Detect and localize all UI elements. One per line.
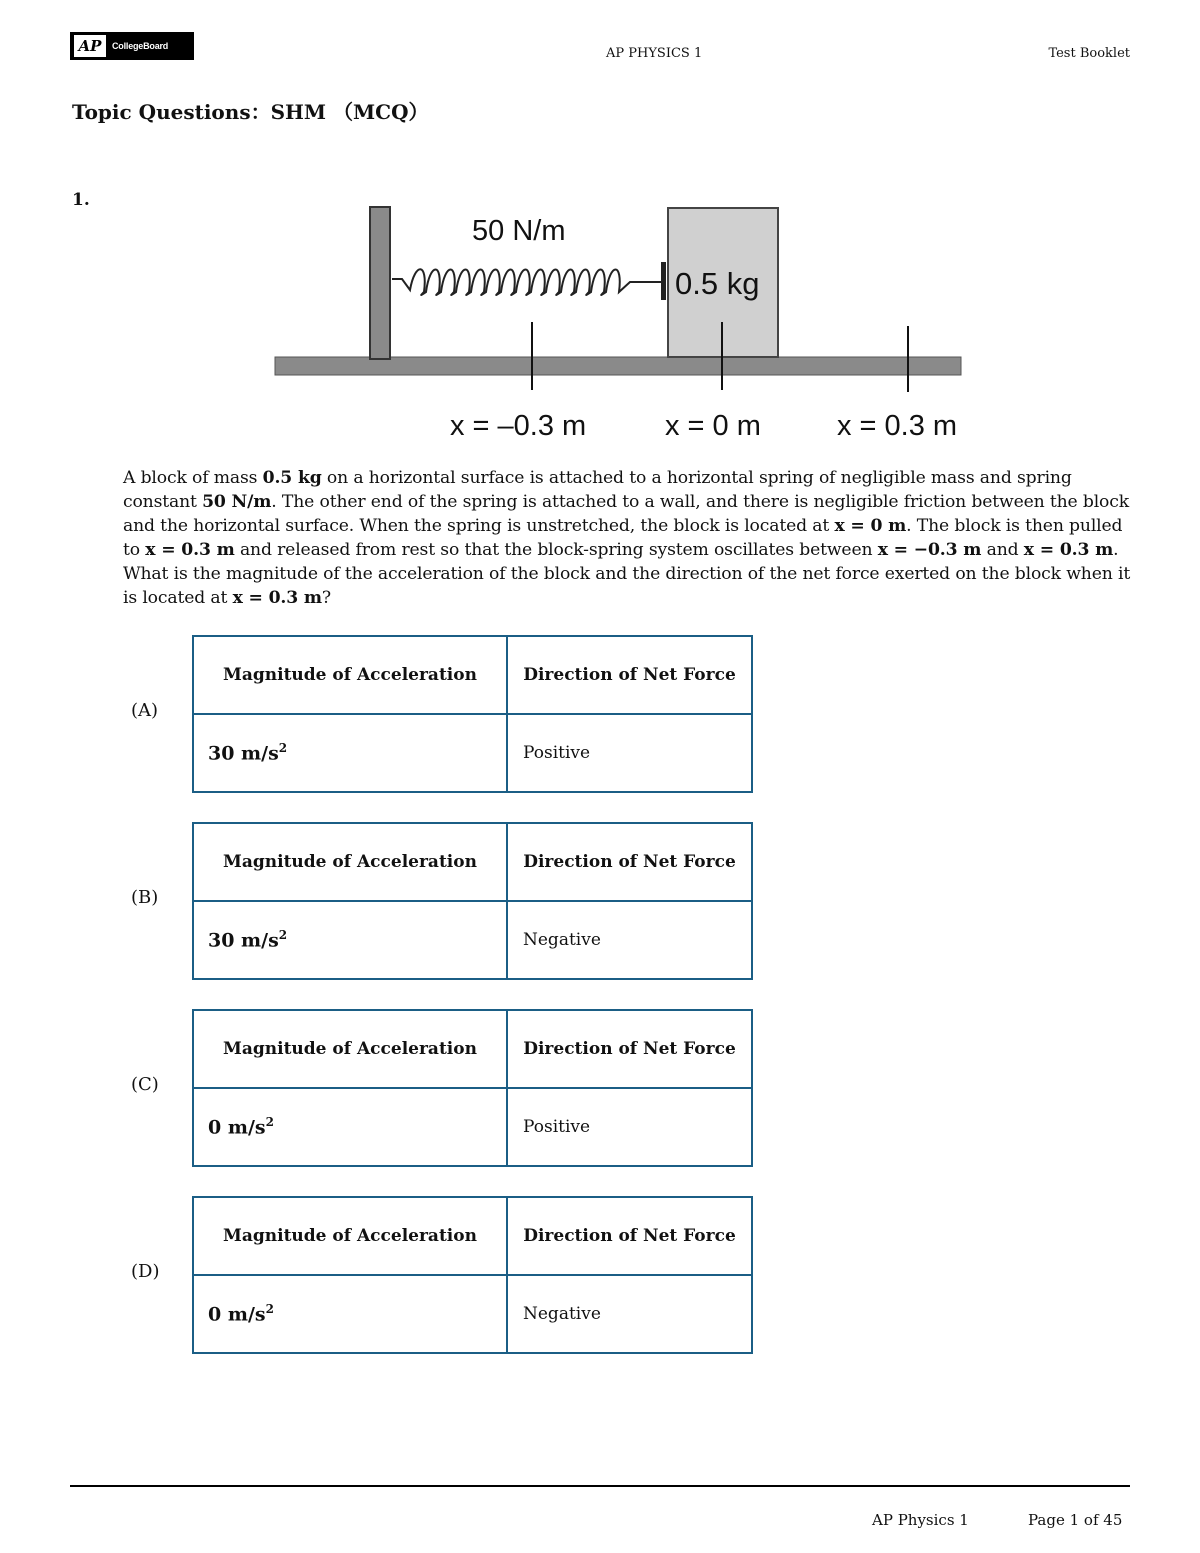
option-d-col1-header: Magnitude of Acceleration	[193, 1197, 507, 1275]
logo-collegeboard-text: CollegeBoard	[112, 41, 169, 51]
option-b-table[interactable]	[192, 822, 753, 980]
option-a-acceleration: 30 $m/s^2$	[193, 714, 507, 792]
topic-title: Topic Questions：SHM （MCQ）	[72, 100, 429, 124]
option-d-acceleration: 0 $m/s^2$	[193, 1275, 507, 1353]
footer-rule	[70, 1485, 1130, 1487]
option-c-table[interactable]	[192, 1009, 753, 1167]
math-equilibrium: x = 0 m	[834, 516, 907, 536]
mass-label: 0.5 kg	[675, 266, 760, 301]
option-a-col2-header: Direction of Net Force	[507, 636, 752, 714]
option-c-col1-header: Magnitude of Acceleration	[193, 1010, 507, 1088]
math-query-position: x = 0.3 m	[232, 588, 322, 608]
option-d-table[interactable]	[192, 1196, 753, 1354]
question-stem: A block of mass 0.5 kg on a horizontal surface is attached to a horizontal spring of negligible mass and spring constant 50 N/m. The other end of the spring is attached to a wall, and there is negligible friction between the block and the horizontal surface. When the spring is unstretched, the block is located at x = 0 m. The block is then pulled to x = 0.3 m and released from rest so that the block-spring system oscillates between x = −0.3 m and x = 0.3 m. What is the magnitude of the acceleration of the block and the direction of the net force exerted on the block when it is located at x = 0.3 m?	[123, 468, 1131, 608]
option-c-label[interactable]: (C)	[131, 1074, 159, 1095]
spring-constant-label: 50 N/m	[472, 215, 566, 247]
footer-page-number: Page 1 of 45	[1028, 1511, 1123, 1529]
position-label-zero: x = 0 m	[665, 410, 761, 442]
math-pulled-position: x = 0.3 m	[145, 540, 235, 560]
logo-ap-mark: AP	[74, 35, 106, 57]
wall	[370, 207, 390, 359]
spring-coil	[392, 269, 663, 295]
option-d-col2-header: Direction of Net Force	[507, 1197, 752, 1275]
option-b-col2-header: Direction of Net Force	[507, 823, 752, 901]
position-label-pos: x = 0.3 m	[837, 410, 958, 442]
header-right-title: Test Booklet	[1048, 46, 1130, 61]
footer-course: AP Physics 1	[872, 1511, 969, 1529]
option-a-table[interactable]	[192, 635, 753, 793]
math-upper-bound: x = 0.3 m	[1023, 540, 1114, 560]
option-a-direction: Positive	[507, 714, 752, 792]
option-b-col1-header: Magnitude of Acceleration	[193, 823, 507, 901]
option-d-direction: Negative	[507, 1275, 752, 1353]
option-b-direction: Negative	[507, 901, 752, 979]
ap-collegeboard-logo	[70, 32, 194, 60]
spring-end-plate	[661, 262, 666, 300]
option-b-acceleration: 30 $m/s^2$	[193, 901, 507, 979]
option-b-label[interactable]: (B)	[131, 887, 159, 908]
option-c-col2-header: Direction of Net Force	[507, 1010, 752, 1088]
math-spring-constant: 50 N/m	[202, 492, 272, 512]
header-center-title: AP PHYSICS 1	[606, 46, 703, 61]
math-lower-bound: x = −0.3 m	[877, 540, 982, 560]
option-c-direction: Positive	[507, 1088, 752, 1166]
option-a-label[interactable]: (A)	[131, 700, 159, 721]
question-number: 1.	[72, 190, 90, 210]
position-label-neg: x = –0.3 m	[450, 410, 587, 442]
option-c-acceleration: 0 $m/s^2$	[193, 1088, 507, 1166]
spring-block-figure	[270, 200, 990, 450]
option-a-col1-header: Magnitude of Acceleration	[193, 636, 507, 714]
math-mass: 0.5 kg	[262, 468, 322, 488]
option-d-label[interactable]: (D)	[131, 1261, 160, 1282]
